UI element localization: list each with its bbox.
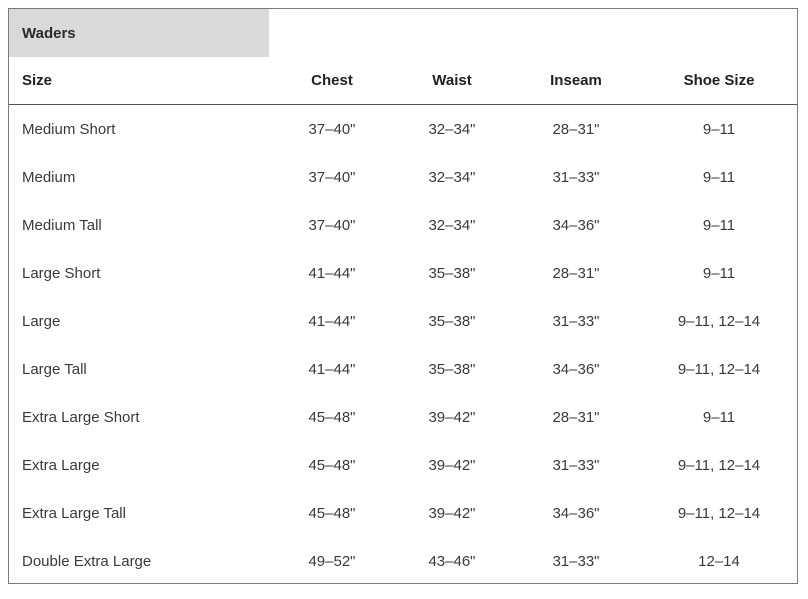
- cell-size: Large Tall: [22, 361, 87, 378]
- table-row: [9, 538, 797, 586]
- cell-size: Medium Short: [22, 121, 116, 138]
- cell-shoe-size: 9–11, 12–14: [677, 505, 761, 522]
- cell-waist: 43–46": [428, 553, 476, 570]
- table-row: [9, 106, 797, 154]
- header-shoe-size: Shoe Size: [683, 72, 755, 89]
- cell-size: Extra Large Short: [22, 409, 140, 426]
- cell-shoe-size: 9–11: [702, 217, 736, 234]
- cell-size: Medium Tall: [22, 217, 102, 234]
- cell-shoe-size: 9–11: [702, 169, 736, 186]
- table-row: [9, 442, 797, 490]
- cell-chest: 41–44": [308, 313, 356, 330]
- cell-shoe-size: 9–11, 12–14: [677, 457, 761, 474]
- cell-chest: 37–40": [308, 217, 356, 234]
- cell-chest: 45–48": [308, 505, 356, 522]
- size-chart-table: [8, 8, 798, 584]
- cell-inseam: 31–33": [552, 313, 600, 330]
- cell-size: Extra Large: [22, 457, 100, 474]
- cell-shoe-size: 9–11: [702, 409, 736, 426]
- cell-chest: 37–40": [308, 121, 356, 138]
- cell-waist: 35–38": [428, 361, 476, 378]
- cell-inseam: 28–31": [552, 265, 600, 282]
- cell-waist: 39–42": [428, 505, 476, 522]
- cell-size: Extra Large Tall: [22, 505, 126, 522]
- cell-chest: 37–40": [308, 169, 356, 186]
- cell-shoe-size: 9–11: [702, 265, 736, 282]
- table-row: [9, 202, 797, 250]
- cell-inseam: 28–31": [552, 409, 600, 426]
- cell-waist: 32–34": [428, 121, 476, 138]
- cell-waist: 32–34": [428, 217, 476, 234]
- cell-chest: 41–44": [308, 265, 356, 282]
- table-header-row: [9, 57, 797, 105]
- cell-inseam: 28–31": [552, 121, 600, 138]
- header-waist: Waist: [432, 72, 472, 89]
- table-title: Waders: [9, 9, 269, 57]
- cell-inseam: 31–33": [552, 553, 600, 570]
- cell-size: Double Extra Large: [22, 553, 152, 570]
- cell-inseam: 31–33": [552, 169, 600, 186]
- cell-shoe-size: 12–14: [698, 553, 740, 570]
- cell-chest: 45–48": [308, 457, 356, 474]
- cell-chest: 49–52": [308, 553, 356, 570]
- cell-chest: 41–44": [308, 361, 356, 378]
- cell-inseam: 34–36": [552, 505, 600, 522]
- cell-shoe-size: 9–11: [702, 121, 736, 138]
- cell-size: Medium: [22, 169, 76, 186]
- cell-inseam: 34–36": [552, 217, 600, 234]
- table-row: [9, 298, 797, 346]
- cell-inseam: 31–33": [552, 457, 600, 474]
- cell-waist: 35–38": [428, 265, 476, 282]
- header-inseam: Inseam: [550, 72, 602, 89]
- header-chest: Chest: [311, 72, 353, 89]
- table-row: [9, 490, 797, 538]
- cell-shoe-size: 9–11, 12–14: [677, 361, 761, 378]
- cell-size: Large: [22, 313, 61, 330]
- table-row: [9, 346, 797, 394]
- cell-waist: 35–38": [428, 313, 476, 330]
- cell-waist: 32–34": [428, 169, 476, 186]
- cell-shoe-size: 9–11, 12–14: [677, 313, 761, 330]
- cell-waist: 39–42": [428, 457, 476, 474]
- table-row: [9, 250, 797, 298]
- cell-waist: 39–42": [428, 409, 476, 426]
- cell-size: Large Short: [22, 265, 101, 282]
- cell-chest: 45–48": [308, 409, 356, 426]
- table-row: [9, 394, 797, 442]
- header-size: Size: [22, 72, 53, 89]
- table-row: [9, 154, 797, 202]
- cell-inseam: 34–36": [552, 361, 600, 378]
